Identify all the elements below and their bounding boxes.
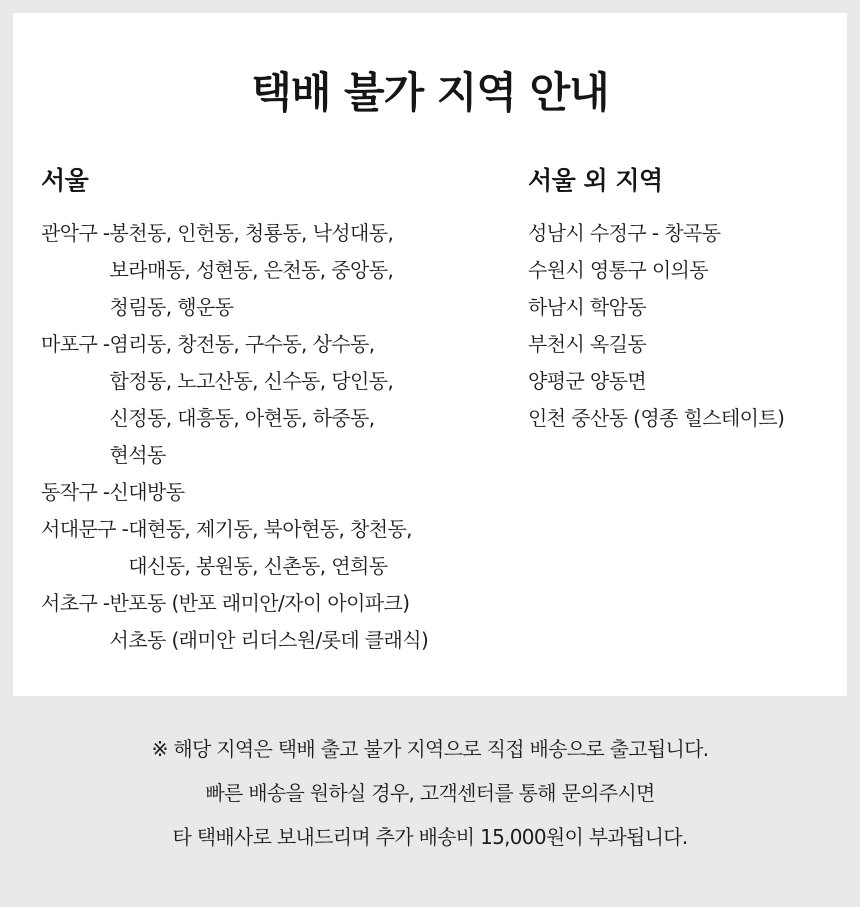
neighborhood-line: 현석동 (109, 443, 166, 467)
neighborhood-line: 대현동, 제기동, 북아현동, 창천동, (128, 517, 412, 541)
area-item: 부천시 옥길동 (528, 332, 647, 356)
outside-seoul-heading: 서울 외 지역 (528, 166, 663, 195)
district-neighborhoods (110, 474, 185, 511)
area-item: 양평군 양동면 (528, 369, 647, 393)
district-entry (41, 326, 511, 474)
shipping-notice (0, 727, 860, 859)
district-neighborhoods (110, 585, 429, 659)
area-item: 인천 중산동 (영종 힐스테이트) (528, 406, 785, 430)
neighborhood-line: 대신동, 봉원동, 신촌동, 연희동 (128, 554, 388, 578)
area-item: 수원시 영통구 이의동 (528, 258, 708, 282)
neighborhood-line: 보라매동, 성현동, 은천동, 중앙동, (109, 258, 394, 282)
area-item: 성남시 수정구 - 창곡동 (528, 221, 721, 245)
seoul-district-list (41, 215, 511, 659)
district-entry (41, 474, 511, 511)
neighborhood-line: 서초동 (래미안 리더스원/롯데 클래식) (109, 628, 429, 652)
notice-line: ※ 해당 지역은 택배 출고 불가 지역으로 직접 배송으로 출고됩니다. (151, 737, 709, 761)
area-item: 하남시 학암동 (528, 295, 647, 319)
neighborhood-line: 봉천동, 인헌동, 청룡동, 낙성대동, (109, 221, 394, 245)
district-name: 동작구 - (41, 480, 110, 504)
district-neighborhoods (110, 215, 394, 326)
page-title: 택배 불가 지역 안내 (251, 68, 609, 117)
district-entry (41, 585, 511, 659)
district-name: 서대문구 - (41, 517, 129, 541)
district-name: 마포구 - (41, 332, 110, 356)
district-neighborhoods (128, 511, 412, 585)
district-name: 관악구 - (41, 221, 110, 245)
notice-line: 빠른 배송을 원하실 경우, 고객센터를 통해 문의주시면 (205, 781, 655, 805)
district-entry (41, 511, 511, 585)
outside-seoul-list (528, 215, 838, 437)
seoul-heading: 서울 (41, 166, 89, 195)
neighborhood-line: 염리동, 창전동, 구수동, 상수동, (109, 332, 375, 356)
neighborhood-line: 신대방동 (109, 480, 185, 504)
district-entry (41, 215, 511, 326)
district-neighborhoods (110, 326, 394, 474)
info-card (13, 13, 847, 696)
seoul-section (41, 163, 511, 659)
outside-seoul-section (528, 163, 838, 437)
notice-line: 타 택배사로 보내드리며 추가 배송비 15,000원이 부과됩니다. (172, 825, 688, 849)
district-name: 서초구 - (41, 591, 110, 615)
neighborhood-line: 합정동, 노고산동, 신수동, 당인동, (109, 369, 394, 393)
neighborhood-line: 반포동 (반포 래미안/자이 아이파크) (109, 591, 410, 615)
neighborhood-line: 청림동, 행운동 (109, 295, 234, 319)
neighborhood-line: 신정동, 대흥동, 아현동, 하중동, (109, 406, 375, 430)
